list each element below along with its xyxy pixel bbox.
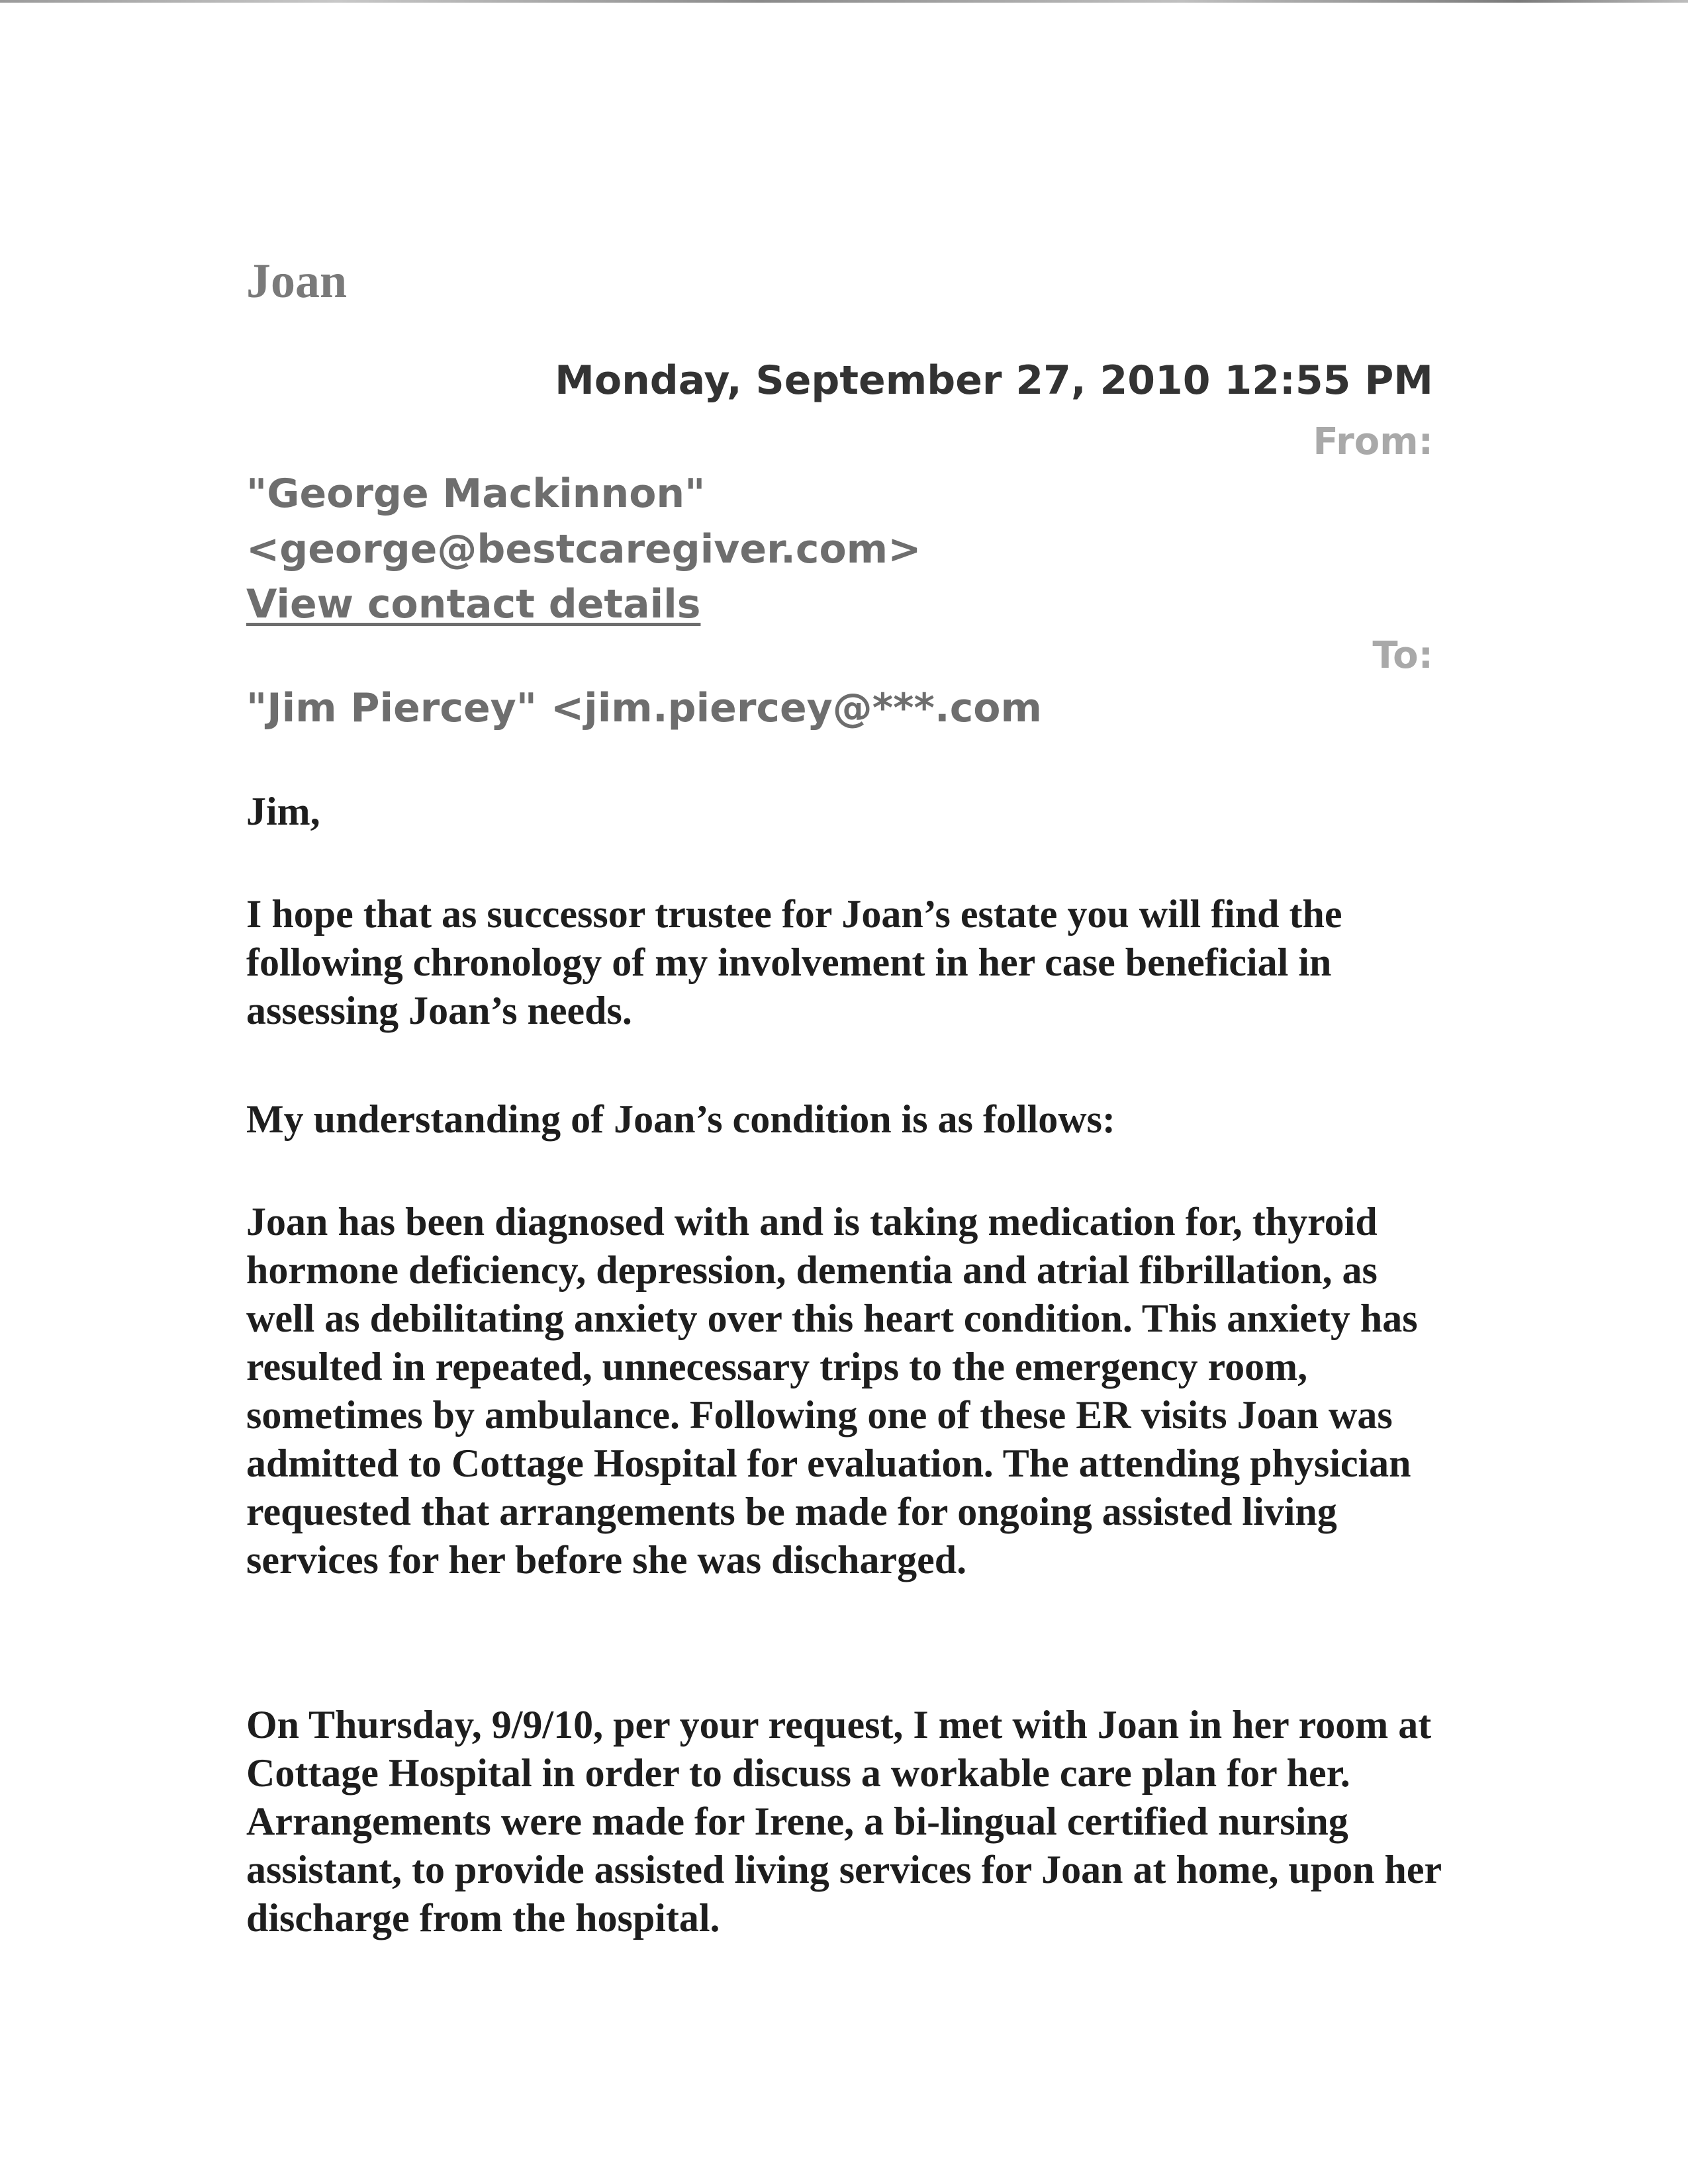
from-label: From: bbox=[1313, 420, 1433, 463]
paragraph-understanding: My understanding of Joan’s condition is as follows: bbox=[246, 1097, 1115, 1141]
view-contact-details-link[interactable]: View contact details bbox=[246, 581, 701, 627]
salutation: Jim, bbox=[246, 790, 320, 833]
email-subject: Joan bbox=[246, 254, 348, 308]
sender-email: <george@bestcaregiver.com> bbox=[246, 526, 921, 572]
email-date: Monday, September 27, 2010 12:55 PM bbox=[555, 357, 1433, 404]
to-label: To: bbox=[1372, 634, 1433, 677]
paragraph-intro: I hope that as successor trustee for Joan’s estate you will find the following chronology of my involvement in her case beneficial in assessing Joan’s needs. bbox=[246, 892, 1342, 1032]
recipient: "Jim Piercey" <jim.piercey@***.com bbox=[246, 685, 1043, 731]
sender-name: "George Mackinnon" bbox=[246, 471, 706, 517]
paragraph-condition: Joan has been diagnosed with and is taking medication for, thyroid hormone deficiency, depression, dementia and atrial fibrillation, as well as debilitating anxiety over this heart condition. This anxiety has resulted in repeated, unnecessary trips to the emergency room, sometimes by ambulance. Following one of these ER visits Joan was admitted to Cottage Hospital for evaluation. The attending physician requested that arrangements be made for ongoing assisted living services for her before she was discharged. bbox=[246, 1200, 1418, 1582]
paragraph-meeting: On Thursday, 9/9/10, per your request, I met with Joan in her room at Cottage Hospital in order to discuss a workable care plan for her. Arrangements were made for Irene, a bi-lingual certified nursing assistant, to provide assisted living services for Joan at home, upon her discharge from the hospital. bbox=[246, 1703, 1442, 1940]
